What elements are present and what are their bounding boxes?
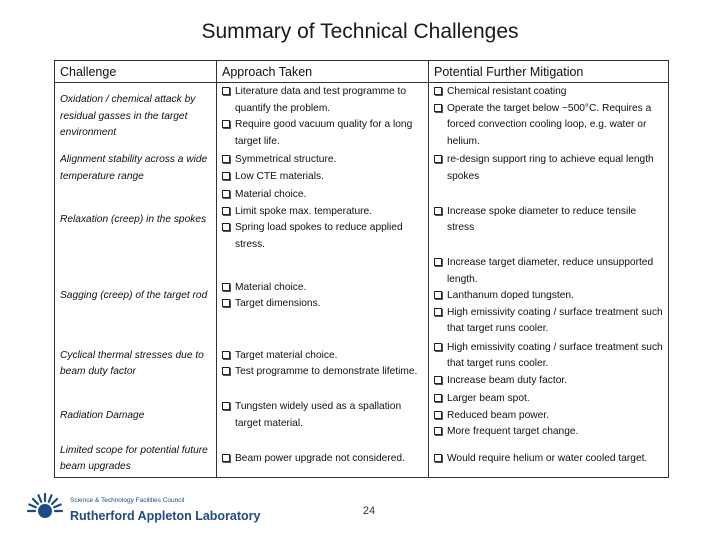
stfc-ral-logo	[25, 487, 265, 531]
mitigation-item: More frequent target change.	[434, 424, 663, 441]
table-row	[55, 254, 669, 339]
mitigation-list	[434, 391, 663, 441]
logo-ray	[38, 495, 41, 501]
approach-cell	[217, 339, 429, 391]
approach-cell	[217, 442, 429, 478]
approach-cell	[217, 83, 429, 152]
approach-list	[222, 451, 423, 468]
approach-cell	[217, 151, 429, 186]
approach-item: Spring load spokes to reduce applied stress.	[222, 220, 423, 253]
mitigation-cell	[429, 442, 669, 478]
mitigation-item: re-design support ring to achieve equal length spokes	[434, 152, 663, 185]
approach-cell	[217, 390, 429, 442]
challenges-table	[54, 60, 669, 478]
challenge-cell: Relaxation (creep) in the spokes	[55, 186, 217, 254]
challenge-cell: Radiation Damage	[55, 390, 217, 442]
mitigation-cell	[429, 186, 669, 254]
approach-cell	[217, 254, 429, 339]
mitigation-item: Would require helium or water cooled target.	[434, 451, 663, 468]
table-row	[55, 442, 669, 478]
approach-list	[222, 399, 423, 432]
approach-item: Tungsten widely used as a spallation target material.	[222, 399, 423, 432]
mitigation-item: High emissivity coating / surface treatment such that target runs cooler.	[434, 340, 663, 373]
mitigation-cell	[429, 83, 669, 152]
mitigation-cell	[429, 339, 669, 391]
table-row	[55, 390, 669, 442]
mitigation-item: Larger beam spot.	[434, 391, 663, 408]
logo-ray	[52, 499, 57, 504]
mitigation-item: Chemical resistant coating	[434, 84, 663, 101]
approach-item: Require good vacuum quality for a long target life.	[222, 117, 423, 150]
approach-item: Target dimensions.	[222, 296, 423, 313]
mitigation-list	[434, 84, 663, 150]
table-row	[55, 186, 669, 254]
slide-title: Summary of Technical Challenges	[201, 20, 519, 43]
approach-item: Low CTE materials.	[222, 169, 423, 186]
mitigation-list	[434, 451, 663, 468]
header-challenge: Challenge	[55, 61, 217, 83]
approach-item: Test programme to demonstrate lifetime.	[222, 364, 423, 381]
mitigation-item: High emissivity coating / surface treatment such that target runs cooler.	[434, 305, 663, 338]
mitigation-list	[434, 340, 663, 390]
mitigation-item: Operate the target below ~500°C. Requires a forced convection cooling loop, e.g. water or helium.	[434, 101, 663, 151]
mitigation-cell	[429, 151, 669, 186]
approach-item: Limit spoke max. temperature.	[222, 204, 423, 221]
logo-ray	[49, 495, 52, 501]
logo-lab-name: Rutherford Appleton Laboratory	[70, 509, 261, 523]
approach-item: Beam power upgrade not considered.	[222, 451, 423, 468]
logo-ray	[33, 499, 38, 504]
header-approach: Approach Taken	[217, 61, 429, 83]
table-row	[55, 339, 669, 391]
approach-list	[222, 84, 423, 150]
mitigation-list	[434, 204, 663, 237]
mitigation-item: Increase spoke diameter to reduce tensile stress	[434, 204, 663, 237]
table-body	[55, 83, 669, 478]
mitigation-item: Increase beam duty factor.	[434, 373, 663, 390]
table-row	[55, 151, 669, 186]
header-mitigation: Potential Further Mitigation	[429, 61, 669, 83]
challenge-cell: Cyclical thermal stresses due to beam duty factor	[55, 339, 217, 391]
approach-list	[222, 348, 423, 381]
challenge-cell: Oxidation / chemical attack by residual gasses in the target environment	[55, 83, 217, 152]
mitigation-item: Reduced beam power.	[434, 408, 663, 425]
page-number: 24	[362, 505, 376, 517]
approach-item: Symmetrical structure.	[222, 152, 423, 169]
mitigation-item: Increase target diameter, reduce unsupported length.	[434, 255, 663, 288]
mitigation-item: Lanthanum doped tungsten.	[434, 288, 663, 305]
logo-ray	[29, 504, 35, 507]
stfc-logo-icon	[25, 487, 65, 527]
table-header-row	[55, 61, 669, 83]
mitigation-list	[434, 255, 663, 338]
mitigation-cell	[429, 390, 669, 442]
approach-list	[222, 280, 423, 313]
approach-list	[222, 187, 423, 253]
approach-item: Literature data and test programme to quantify the problem.	[222, 84, 423, 117]
approach-list	[222, 152, 423, 185]
logo-ray	[54, 504, 60, 507]
mitigation-list	[434, 152, 663, 185]
logo-council-text: Science & Technology Facilities Council	[70, 497, 185, 504]
challenge-cell: Sagging (creep) of the target rod	[55, 254, 217, 339]
challenge-cell: Limited scope for potential future beam upgrades	[55, 442, 217, 478]
approach-item: Material choice.	[222, 187, 423, 204]
challenge-cell: Alignment stability across a wide temperature range	[55, 151, 217, 186]
table-row	[55, 83, 669, 152]
approach-item: Target material choice.	[222, 348, 423, 365]
approach-item: Material choice.	[222, 280, 423, 297]
approach-cell	[217, 186, 429, 254]
mitigation-cell	[429, 254, 669, 339]
